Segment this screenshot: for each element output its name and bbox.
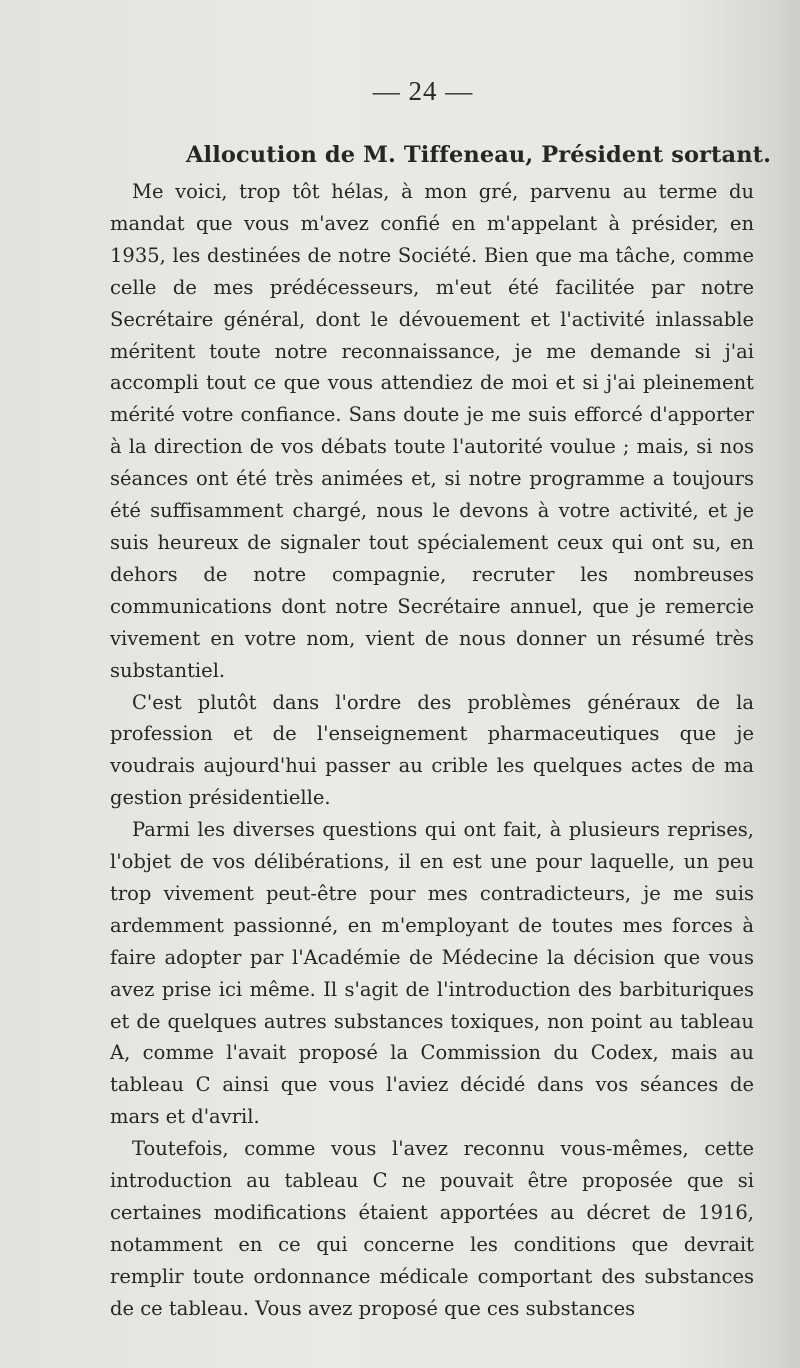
body-text: [110, 176, 754, 1325]
paragraph: Toutefois, comme vous l'avez reconnu vous-mêmes, cette introduction au tableau C ne pouvait être proposée que si certaines modifications étaient apportées au décret de 1916, notamment en ce qui concerne les conditions que devrait remplir toute ordonnance médicale comportant des substances de ce tableau. Vous avez proposé que ces substances: [110, 1137, 754, 1320]
section-title: Allocution de M. Tiffeneau, Président sortant.: [186, 142, 772, 168]
page-number: — 24 —: [372, 76, 474, 106]
paragraph: Me voici, trop tôt hélas, à mon gré, parvenu au terme du mandat que vous m'avez confié en m'appelant à présider, en 1935, les destinées de notre Société. Bien que ma tâche, comme celle de mes prédécesseurs, m'eut été facilitée par notre Secrétaire général, dont le dévouement et l'activité inlassable méritent toute notre reconnaissance, je me demande si j'ai accompli tout ce que vous attendiez de moi et si j'ai pleinement mérité votre confiance. Sans doute je me suis efforcé d'apporter à la direction de vos débats toute l'autorité voulue ; mais, si nos séances ont été très animées et, si notre programme a toujours été suffisamment chargé, nous le devons à votre activité, et je suis heureux de signaler tout spécialement ceux qui ont su, en dehors de notre compagnie, recruter les nombreuses communications dont notre Secrétaire annuel, que je remercie vivement en votre nom, vient de nous donner un résumé très substantiel.: [110, 180, 754, 682]
paragraph: C'est plutôt dans l'ordre des problèmes généraux de la profession et de l'enseignement pharmaceutiques que je voudrais aujourd'hui passer au crible les quelques actes de ma gestion présidentielle.: [110, 690, 754, 810]
paragraph: Parmi les diverses questions qui ont fait, à plusieurs reprises, l'objet de vos délibérations, il en est une pour laquelle, un peu trop vivement peut-être pour mes contradicteurs, je me suis ardemment passionné, en m'employant de toutes mes forces à faire adopter par l'Académie de Médecine la décision que vous avez prise ici même. Il s'agit de l'introduction des barbituriques et de quelques autres substances toxiques, non point au tableau A, comme l'avait proposé la Commission du Codex, mais au tableau C ainsi que vous l'aviez décidé dans vos séances de mars et d'avril.: [110, 818, 754, 1129]
